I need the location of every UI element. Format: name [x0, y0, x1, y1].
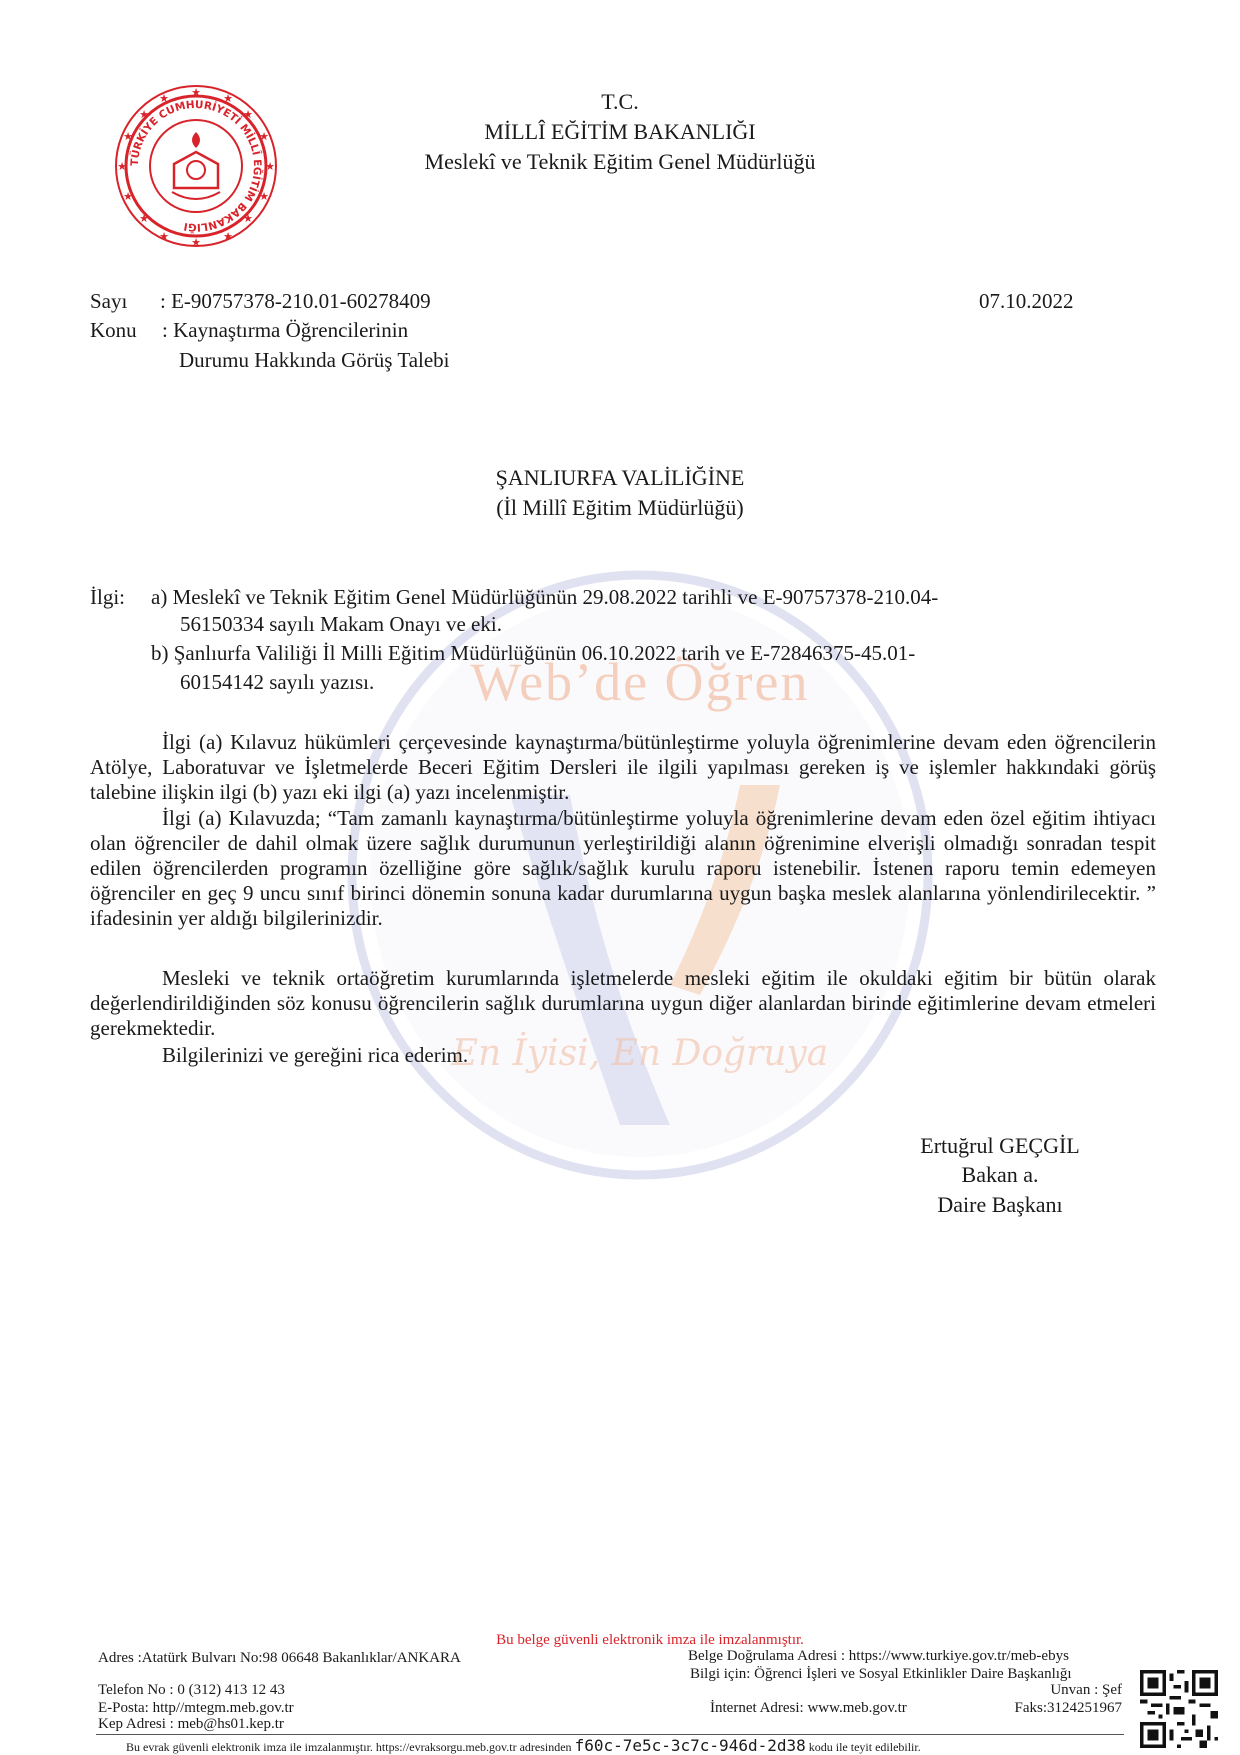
svg-text:★: ★ [191, 236, 201, 249]
ilgi-b-line1: b) Şanlıurfa Valiliği İl Milli Eğitim Müdürlüğünün 06.10.2022 tarih ve E-72846375-45.01- [151, 641, 916, 665]
seal-text: TÜRKİYE CUMHURİYETİ MİLLÎ EĞİTİM BAKANLIĞI [128, 98, 264, 234]
svg-text:★: ★ [223, 230, 233, 243]
verify-code: f60c-7e5c-3c7c-946d-2d38 [574, 1736, 806, 1755]
document-date: 07.10.2022 [979, 289, 1074, 313]
ilgi-a-line2: 56150334 sayılı Makam Onayı ve eki. [180, 612, 502, 636]
body-paragraph-2 [90, 806, 1156, 931]
esign-notice: Bu belge güvenli elektronik imza ile imzalanmıştır. [496, 1632, 804, 1648]
watermark-slogan: En İyisi, En Doğruya [451, 1033, 829, 1074]
signatory-name: Ertuğrul GEÇGİL [920, 1133, 1080, 1158]
body-paragraph-1-text: İlgi (a) Kılavuz hükümleri çerçevesinde kaynaştırma/bütünleştirme yoluyla öğrenimlerine devam eden öğrencilerin Atölye, Laboratuvar ve İşletmelerde Beceri Eğitim Dersleri ile ilgili yapılması gereken iş ve işlemler hakkındaki görüş talebine ilişkin ilgi (b) yazı eki ilgi (a) yazı incelenmiştir. [90, 730, 1156, 804]
svg-text:★: ★ [123, 190, 133, 203]
svg-text:★: ★ [117, 160, 127, 173]
signatory-proxy: Bakan a. [961, 1162, 1039, 1187]
body-paragraph-4 [90, 1043, 1156, 1068]
svg-text:★: ★ [223, 92, 233, 105]
footer-info: Bilgi için: Öğrenci İşleri ve Sosyal Etkinlikler Daire Başkanlığı [690, 1666, 1072, 1682]
svg-text:★: ★ [159, 230, 169, 243]
svg-text:★: ★ [123, 130, 133, 143]
footer-fax: Faks:3124251967 [1014, 1700, 1122, 1716]
verify-prefix: Bu evrak güvenli elektronik imza ile imzalanmıştır. https://evraksorgu.meb.gov.tr adresinden [126, 1740, 572, 1754]
svg-text:★: ★ [243, 108, 253, 121]
footer-email: E-Posta: http//mtegm.meb.gov.tr [98, 1700, 294, 1716]
konu-line2: Durumu Hakkında Görüş Talebi [179, 348, 450, 372]
svg-text:★: ★ [139, 108, 149, 121]
verify-suffix: kodu ile teyit edilebilir. [808, 1740, 921, 1754]
ilgi-b-line2: 60154142 sayılı yazısı. [180, 670, 375, 694]
qr-code [1140, 1670, 1218, 1748]
body-paragraph-4-text: Bilgilerinizi ve gereğini rica ederim. [162, 1043, 469, 1067]
body-paragraph-3-text: Mesleki ve teknik ortaöğretim kurumlarında işletmelerde mesleki eğitim ile okuldaki eğitim bir bütün olarak değerlendirildiğinden söz konusu öğrencilerin sağlık durumlarına uygun diğer alanlardan birinde eğitimlerine devam etmeleri gerekmektedir. [90, 966, 1156, 1040]
svg-text:★: ★ [259, 130, 269, 143]
header-ministry: MİLLÎ EĞİTİM BAKANLIĞI [484, 119, 756, 144]
watermark-title: Web’de Öğren [470, 652, 810, 712]
body-paragraph-3 [90, 966, 1156, 1041]
header-tc: T.C. [601, 89, 639, 114]
footer-phone: Telefon No : 0 (312) 413 12 43 [98, 1682, 285, 1698]
header-directorate: Meslekî ve Teknik Eğitim Genel Müdürlüğü [424, 149, 816, 174]
konu-line1: : Kaynaştırma Öğrencilerinin [162, 318, 409, 342]
svg-text:★: ★ [159, 92, 169, 105]
body-paragraph-2-text: İlgi (a) Kılavuzda; “Tam zamanlı kaynaştırma/bütünleştirme yoluyla öğrenimlerine devam eden özel eğitim ihtiyacı olan öğrenciler de dahil olmak üzere sağlık durumunun yerleştirildiği alanın öğrenimine elverişli olmadığı sonradan tespit edilen öğrencilerden programın özelliğine göre sağlık/sağlık kurulu raporu istenebilir. İstenen raporu temin edemeyen öğrenciler en geç 9 uncu sınıf birinci dönemin sonuna kadar durumlarına uygun başka meslek alanlarına yönlendirilecektir. ” ifadesinin yer aldığı bilgilerinizdir. [90, 806, 1156, 930]
sayi-label: Sayı [90, 289, 128, 313]
footer-divider [96, 1734, 1124, 1735]
svg-text:★: ★ [139, 212, 149, 225]
svg-text:★: ★ [191, 86, 201, 99]
footer-unvan: Unvan : Şef [1050, 1682, 1122, 1698]
svg-text:★: ★ [243, 212, 253, 225]
ministry-seal-logo [112, 82, 280, 250]
recipient-line1: ŞANLIURFA VALİLİĞİNE [495, 465, 745, 490]
footer-address: Adres :Atatürk Bulvarı No:98 06648 Bakanlıklar/ANKARA [98, 1650, 461, 1666]
sayi-value: : E-90757378-210.01-60278409 [160, 289, 431, 313]
ilgi-label: İlgi: [90, 585, 125, 609]
svg-text:★: ★ [259, 190, 269, 203]
ilgi-a-line1: a) Meslekî ve Teknik Eğitim Genel Müdürlüğünün 29.08.2022 tarihli ve E-90757378-210.04- [151, 585, 939, 609]
konu-label: Konu [90, 318, 137, 342]
signatory-title: Daire Başkanı [937, 1192, 1063, 1217]
footer-verify: Belge Doğrulama Adresi : https://www.turkiye.gov.tr/meb-ebys [688, 1648, 1069, 1664]
footer-internet: İnternet Adresi: www.meb.gov.tr [710, 1700, 907, 1716]
svg-text:★: ★ [265, 160, 275, 173]
footer-bottom-line [126, 1738, 921, 1755]
body-paragraph-1 [90, 730, 1156, 805]
recipient-line2: (İl Millî Eğitim Müdürlüğü) [496, 495, 744, 520]
footer-kep: Kep Adresi : meb@hs01.kep.tr [98, 1716, 284, 1732]
